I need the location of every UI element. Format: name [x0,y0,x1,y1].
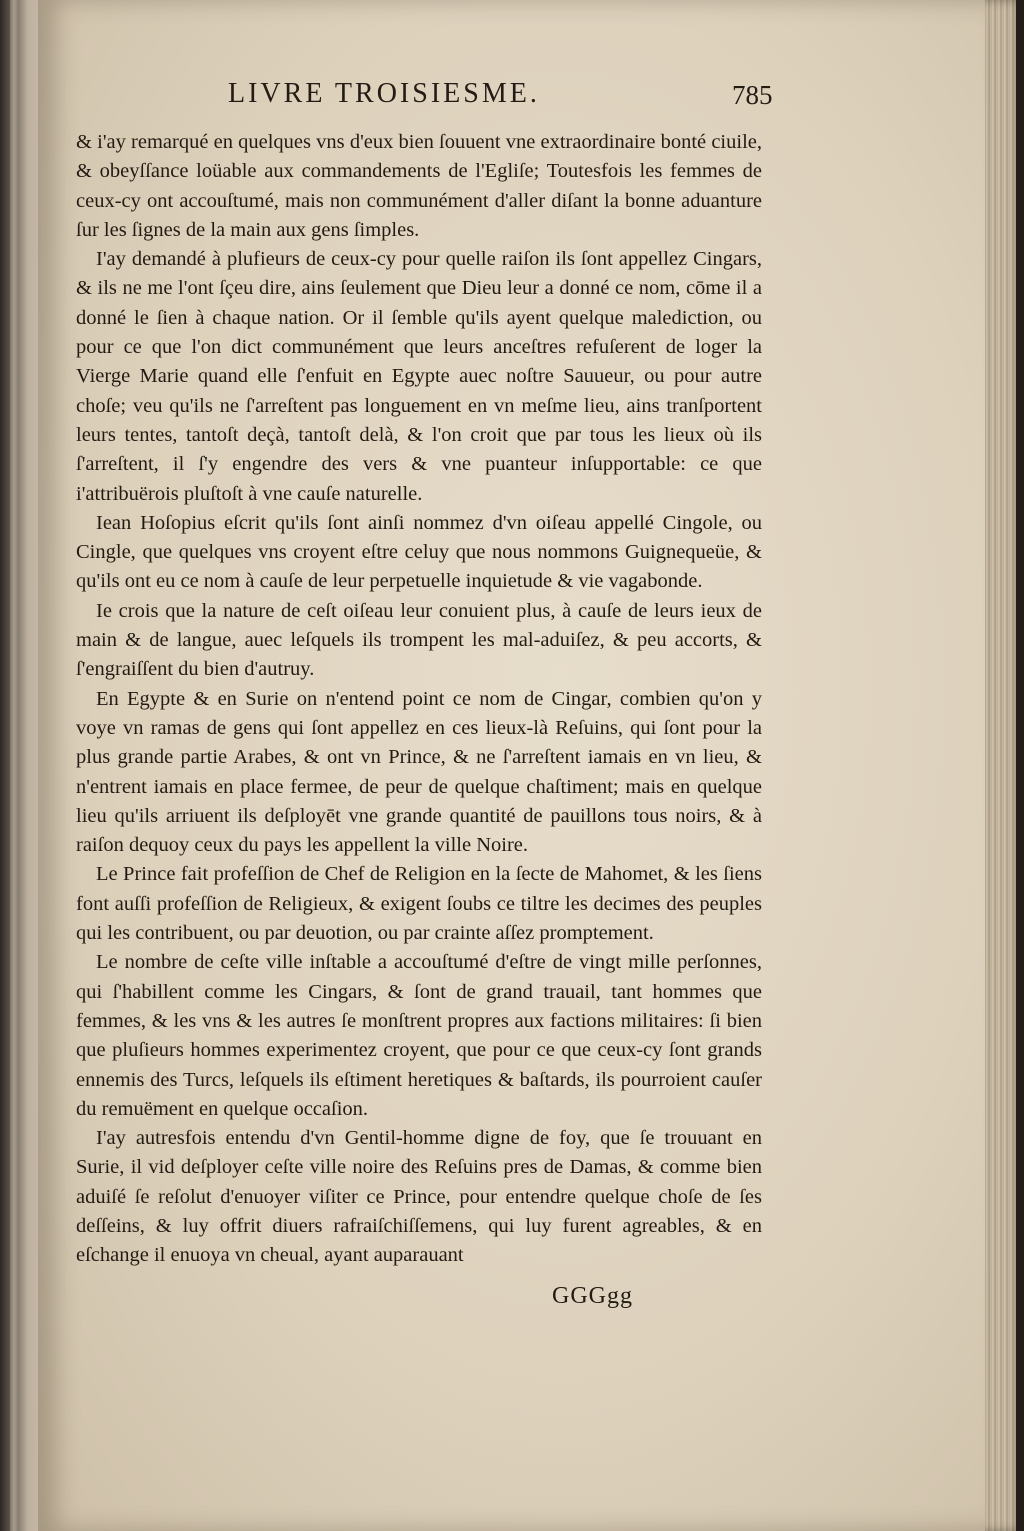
paragraph: En Egypte & en Surie on n'entend point ce nom de Cingar, combien qu'on y voye vn ramas de gens qui ſont appellez en ces lieux-là Reſuins, qui ſont pour la plus grande partie Arabes, & ont vn Prince, & ne ſ'arreſtent iamais en vn lieu, & n'entrent iamais en place fermee, de peur de quelque chaſtiment; mais en quelque lieu qu'ils arriuent ils deſployēt vne grande quantité de pauillons tous noirs, & à raiſon dequoy ceux du pays les appellent la ville Noire. [76,687,762,857]
page-number: 785 [732,80,773,110]
paragraph: Ie crois que la nature de ceſt oiſeau leur conuient plus, à cauſe de leurs ieux de main & de langue, auec leſquels ils trompent les mal-aduiſez, & peu accorts, & ſ'engraiſſent du bien d'autruy. [76,599,762,681]
paragraph: Iean Hoſopius eſcrit qu'ils ſont ainſi nommez d'vn oiſeau appellé Cingole, ou Cingle, que quelques vns croyent eſtre celuy que nous nommons Guignequeüe, & qu'ils ont eu ce nom à cauſe de leur perpetuelle inquietude & vie vagabonde. [76,511,762,593]
page-fore-edge [985,0,1024,1531]
paragraph: & i'ay remarqué en quelques vns d'eux bien ſouuent vne extraordinaire bonté ciuile, & obeyſſance loüable aux commandements de l'Egliſe; Toutesfois les femmes de ceux-cy ont accouſtumé, mais non communément d'aller diſant la bonne aduanture ſur les ſignes de la main aux gens ſimples. [76,131,762,241]
paragraph: I'ay demandé à plufieurs de ceux-cy pour quelle raiſon ils ſont appellez Cingars, & ils ne me l'ont ſçeu dire, ains ſeulement que Dieu leur a donné ce nom, cōme il a donné le ſien à chaque nation. Or il ſemble qu'ils ayent quelque malediction, ou pour ce que l'on dict communément que leurs anceſtres refuſerent de loger la Vierge Marie quand elle ſ'enfuit en Egypte auec noſtre Sauueur, ou pour autre choſe; veu qu'ils ne ſ'arreſtent pas longuement en vn meſme lieu, ains tranſportent leurs tentes, tantoſt deçà, tantoſt delà, & l'on croit que par tous les lieux où ils ſ'arreſtent, il ſ'y engendre des vers & vne puanteur inſupportable: ce que i'attribuërois pluſtoſt à vne cauſe naturelle. [76,248,762,505]
paragraph: Le nombre de ceſte ville inſtable a accouſtumé d'eſtre de vingt mille perſonnes, qui ſ'habillent comme les Cingars, & ſont de grand trauail, tant hommes que femmes, & les vns & les autres ſe monſtrent propres aux factions militaires: ſi bien que pluſieurs hommes experimentez croyent, que pour ce que ceux-cy ſont grands ennemis des Turcs, leſquels ils eſtiment heretiques & baſtards, ils pourroient cauſer du remuëment en quelque occaſion. [76,951,762,1120]
paragraph: Le Prince fait profeſſion de Chef de Religion en la ſecte de Mahomet, & les ſiens font auſſi profeſſion de Religieux, & exigent ſoubs ce tiltre les decimes des peuples qui les contribuent, ou par deuotion, ou par crainte aſſez promptement. [76,863,762,945]
facing-page-edge [10,0,18,1531]
paragraph: I'ay autresfois entendu d'vn Gentil-homme digne de foy, que ſe trouuant en Surie, il vid deſployer ceſte ville noire des Reſuins pres de Damas, & comme bien aduiſé ſe reſolut d'enuoyer viſiter ce Prince, pour entendre quelque choſe de ſes deſſeins, & luy offrit diuers rafraiſchiſſemens, qui luy furent agreables, & en eſchange il enuoya vn cheual, ayant auparauant [76,1127,762,1267]
body-text [76,128,762,1271]
running-head: LIVRE TROISIESME. [228,78,540,109]
signature-mark: GGGgg [552,1283,633,1309]
